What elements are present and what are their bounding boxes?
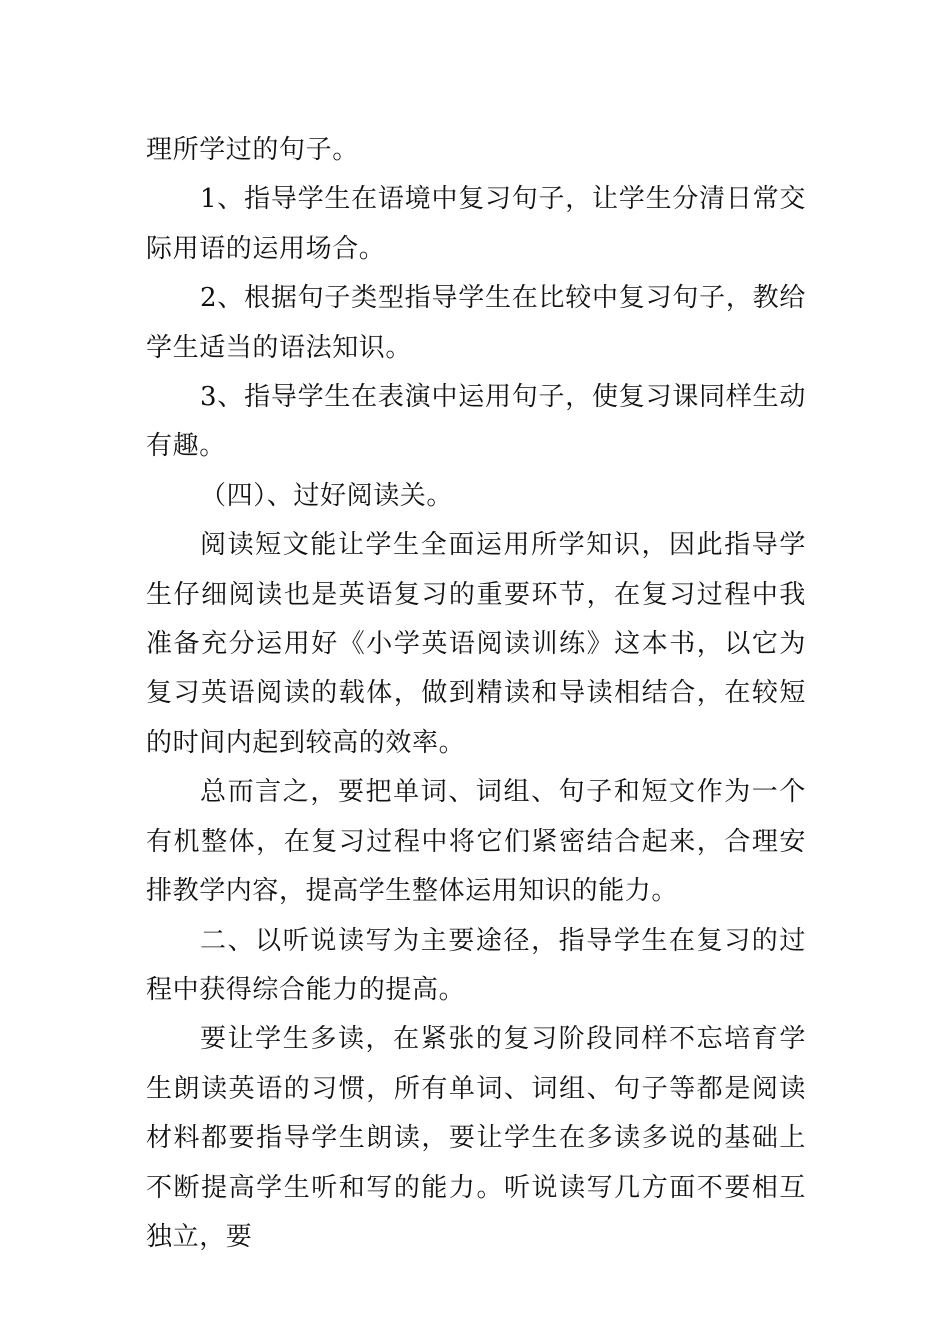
document-body — [146, 126, 806, 1262]
paragraph-item-3: 3、指导学生在表演中运用句子，使复习课同样生动有趣。 — [146, 382, 806, 462]
paragraph-item-1: 1、指导学生在语境中复习句子，让学生分清日常交际用语的运用场合。 — [146, 184, 806, 264]
paragraph-item-2: 2、根据句子类型指导学生在比较中复习句子，教给学生适当的语法知识。 — [146, 283, 806, 363]
paragraph-summary: 总而言之，要把单词、词组、句子和短文作为一个有机整体，在复习过程中将它们紧密结合起来，合理安排教学内容，提高学生整体运用知识的能力。 — [146, 777, 806, 907]
paragraph-reading: 阅读短文能让学生全面运用所学知识，因此指导学生仔细阅读也是英语复习的重要环节，在复习过程中我准备充分运用好《小学英语阅读训练》这本书，以它为复习英语阅读的载体，做到精读和导读相结合，在较短的时间内起到较高的效率。 — [146, 530, 806, 758]
section-heading-skills: 二、以听说读写为主要途径，指导学生在复习的过程中获得综合能力的提高。 — [146, 925, 806, 1005]
paragraph-continuation: 理所学过的句子。 — [146, 135, 359, 165]
paragraph-skills: 要让学生多读，在紧张的复习阶段同样不忘培育学生朗读英语的习惯，所有单词、词组、句子等都是阅读材料都要指导学生朗读，要让学生在多读多说的基础上不断提高学生听和写的能力。听说读写几方面不要相互独立，要 — [146, 1024, 806, 1252]
section-heading-reading: （四）、过好阅读关。 — [200, 480, 454, 511]
